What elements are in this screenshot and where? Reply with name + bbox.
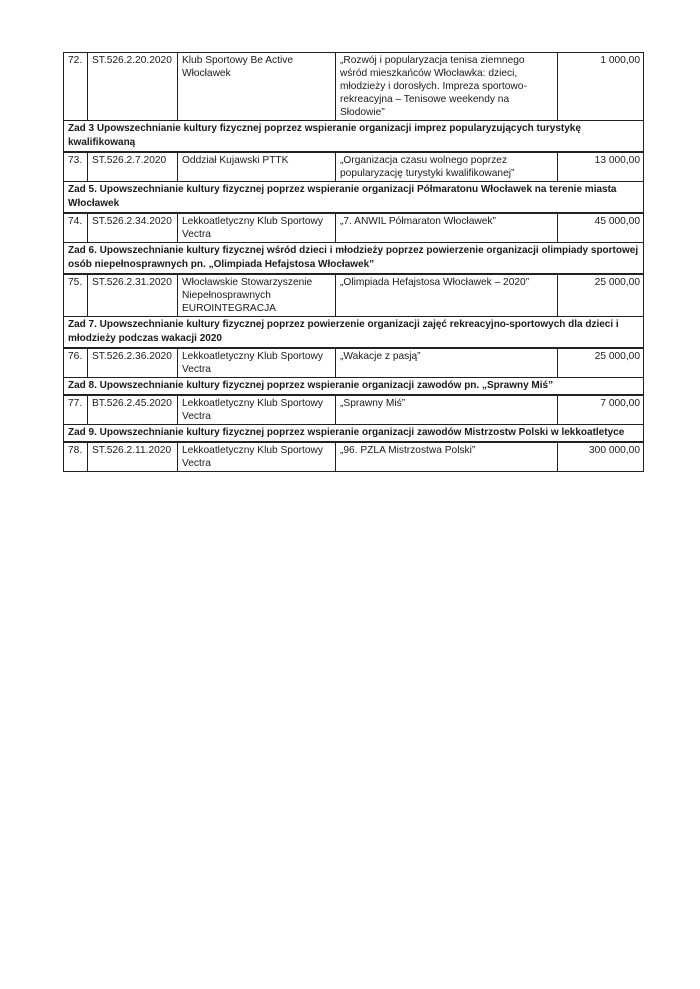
row-number: 73. [64,152,88,182]
case-number: BT.526.2.45.2020 [88,395,178,425]
grant-amount: 25 000,00 [558,348,644,378]
row-number: 78. [64,442,88,472]
organization-name: Lekkoatletyczny Klub Sportowy Vectra [178,348,336,378]
section-header-row [64,378,644,396]
grant-amount: 45 000,00 [558,213,644,243]
section-title: Zad 3 Upowszechnianie kultury fizycznej poprzez wspieranie organizacji imprez popularyzujących turystykę kwalifikowaną [64,121,644,153]
organization-name: Lekkoatletyczny Klub Sportowy Vectra [178,213,336,243]
table-row [64,395,644,425]
task-title: „Sprawny Miś” [336,395,558,425]
organization-name: Lekkoatletyczny Klub Sportowy Vectra [178,395,336,425]
section-header-row [64,182,644,214]
section-header-row [64,425,644,443]
organization-name: Włocławskie Stowarzyszenie Niepełnosprawnych EUROINTEGRACJA [178,274,336,317]
grants-table [63,52,644,472]
table-row [64,152,644,182]
section-title: Zad 8. Upowszechnianie kultury fizycznej poprzez wspieranie organizacji zawodów pn. „Sprawny Miś” [64,378,644,396]
table-row [64,348,644,378]
table-row [64,213,644,243]
grant-amount: 7 000,00 [558,395,644,425]
case-number: ST.526.2.7.2020 [88,152,178,182]
grant-amount: 13 000,00 [558,152,644,182]
case-number: ST.526.2.34.2020 [88,213,178,243]
task-title: „7. ANWIL Półmaraton Włocławek” [336,213,558,243]
task-title: „Wakacje z pasją” [336,348,558,378]
section-title: Zad 6. Upowszechnianie kultury fizycznej wśród dzieci i młodzieży poprzez powierzenie organizacji olimpiady sportowej osób niepełnosprawnych pn. „Olimpiada Hefajstosa Włocławek” [64,243,644,275]
section-title: Zad 9. Upowszechnianie kultury fizycznej poprzez wspieranie organizacji zawodów Mistrzostw Polski w lekkoatletyce [64,425,644,443]
case-number: ST.526.2.11.2020 [88,442,178,472]
table-row [64,53,644,121]
organization-name: Klub Sportowy Be Active Włocławek [178,53,336,121]
section-header-row [64,317,644,349]
grant-amount: 25 000,00 [558,274,644,317]
section-header-row [64,243,644,275]
row-number: 72. [64,53,88,121]
case-number: ST.526.2.36.2020 [88,348,178,378]
task-title: „Rozwój i popularyzacja tenisa ziemnego wśród mieszkańców Włocławka: dzieci, młodzieży i dorosłych. Impreza sportowo-rekreacyjna – Tenisowe weekendy na Słodowie” [336,53,558,121]
grant-amount: 1 000,00 [558,53,644,121]
grants-table-body [64,53,644,472]
row-number: 76. [64,348,88,378]
section-header-row [64,121,644,153]
case-number: ST.526.2.20.2020 [88,53,178,121]
organization-name: Lekkoatletyczny Klub Sportowy Vectra [178,442,336,472]
row-number: 75. [64,274,88,317]
case-number: ST.526.2.31.2020 [88,274,178,317]
task-title: „Olimpiada Hefajstosa Włocławek – 2020” [336,274,558,317]
row-number: 74. [64,213,88,243]
section-title: Zad 7. Upowszechnianie kultury fizycznej poprzez powierzenie organizacji zajęć rekreacyjno-sportowych dla dzieci i młodzieży podczas wakacji 2020 [64,317,644,349]
task-title: „96. PZLA Mistrzostwa Polski” [336,442,558,472]
section-title: Zad 5. Upowszechnianie kultury fizycznej poprzez wspieranie organizacji Półmaratonu Włocławek na terenie miasta Włocławek [64,182,644,214]
task-title: „Organizacja czasu wolnego poprzez popularyzację turystyki kwalifikowanej” [336,152,558,182]
table-row [64,442,644,472]
row-number: 77. [64,395,88,425]
grant-amount: 300 000,00 [558,442,644,472]
organization-name: Oddział Kujawski PTTK [178,152,336,182]
table-row [64,274,644,317]
